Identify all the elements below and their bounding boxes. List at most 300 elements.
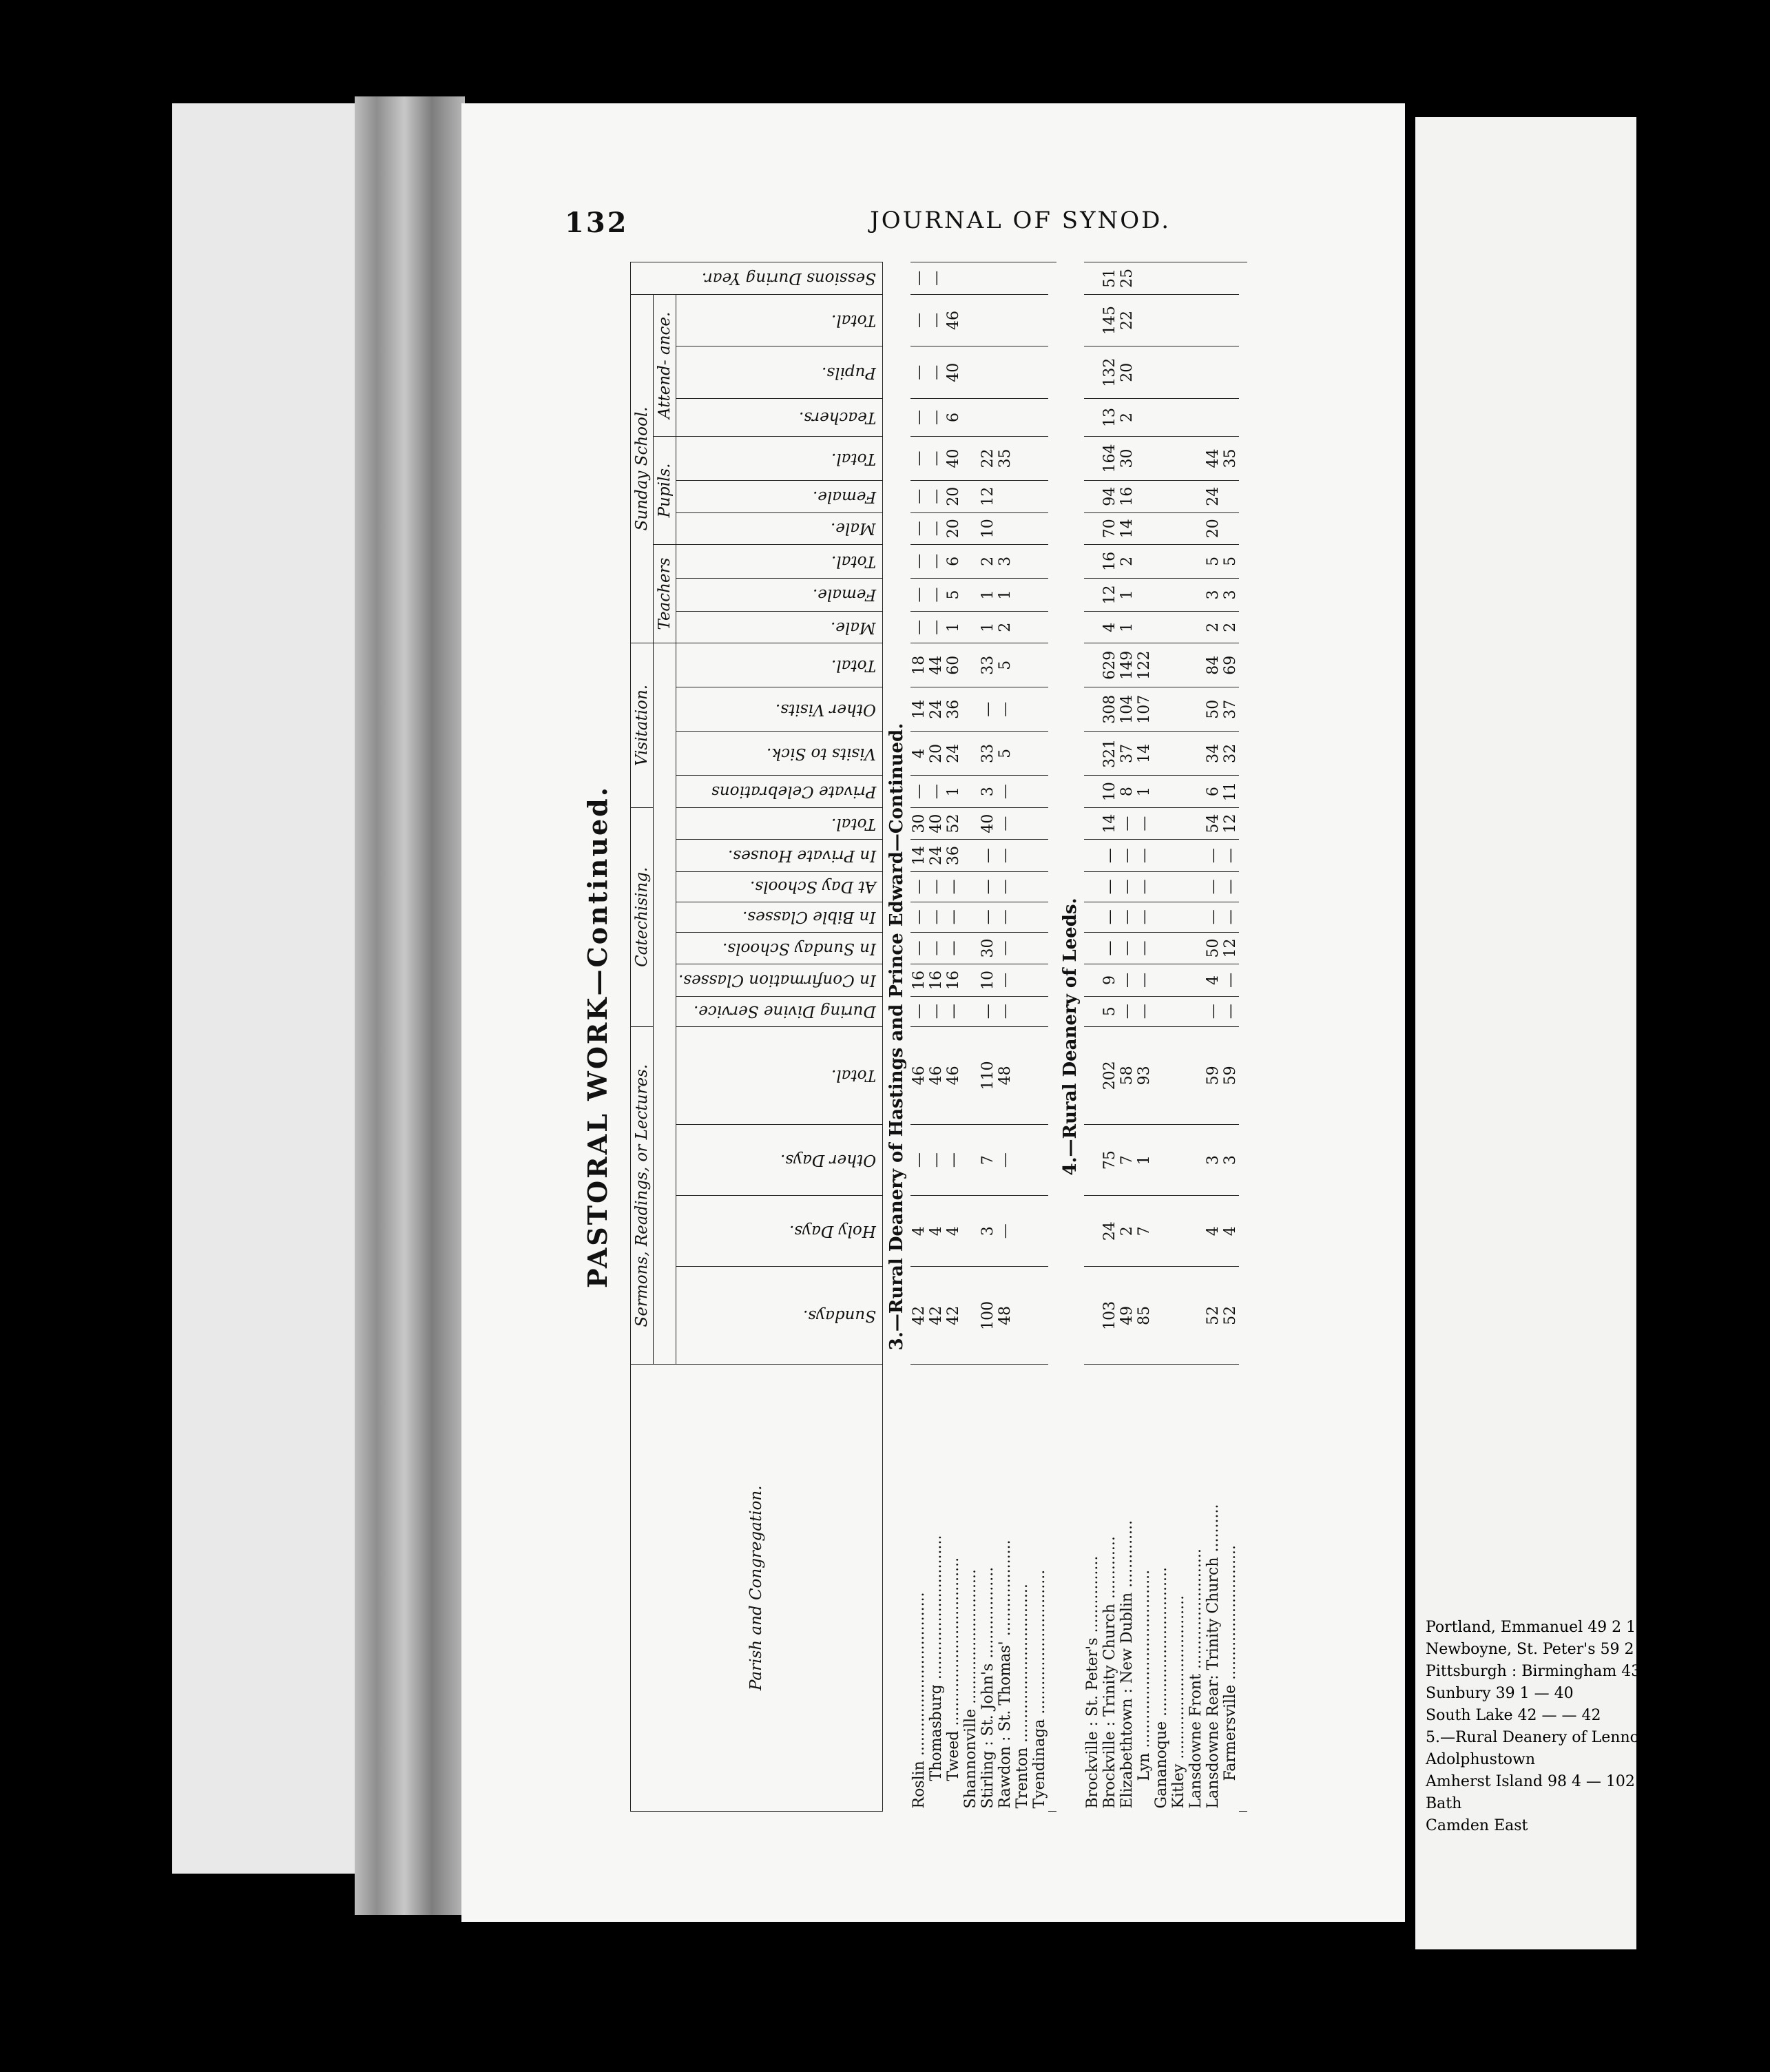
table-cell: 104 [1118,687,1136,732]
table-cell [1153,964,1170,996]
table-cell: — [910,871,928,902]
table-cell: — [928,612,945,643]
table-cell: 4 [945,1196,962,1267]
table-cell [1136,346,1153,399]
table-cell: 107 [1136,687,1153,732]
table-row [928,262,945,1812]
table-cell: 5 [1222,545,1239,579]
table-cell [1136,399,1153,437]
col-header-23: Total. [676,294,883,346]
table-cell [1170,902,1187,932]
table-cell [1153,871,1170,902]
table-cell [1153,262,1170,295]
table-cell: 33 [979,643,997,687]
table-cell: — [945,871,962,902]
table-cell [962,262,979,295]
table-cell: — [1136,964,1153,996]
table-cell [1153,807,1170,839]
table-cell: — [997,996,1014,1026]
table-cell: — [928,996,945,1026]
table-cell: — [910,512,928,544]
table-cell [1187,643,1205,687]
table-cell: 22 [979,436,997,480]
table-cell: 122 [1136,643,1153,687]
col-header-5: In Confirmation Classes. [676,964,883,996]
table-cell: 40 [979,807,997,839]
table-cell [1170,1026,1187,1124]
table-cell [1014,996,1031,1026]
table-cell [1084,1196,1101,1267]
table-cell [1187,1196,1205,1267]
table-cell [1170,294,1187,346]
parish-name: Tweed ................................... [945,1365,962,1812]
table-cell: 1 [1136,776,1153,807]
table-cell: 1 [945,612,962,643]
table-cell [1170,1196,1187,1267]
table-cell: 40 [928,807,945,839]
table-cell [1084,1124,1101,1195]
table-cell [1170,1267,1187,1365]
table-cell: 25 [1118,262,1136,295]
table-cell: 1 [997,578,1014,612]
table-cell [1170,732,1187,776]
parish-name: Lansdowne Rear: Trinity Church .......... [1205,1365,1222,1812]
table-cell [1187,732,1205,776]
table-cell [979,294,997,346]
table-cell: — [910,578,928,612]
parish-name: Shannonville ............................ [962,1365,979,1812]
table-cell: 3 [1222,1124,1239,1195]
table-cell: 12 [1101,578,1118,612]
table-cell: 2 [1222,612,1239,643]
table-cell [1084,436,1101,480]
table-cell [1187,871,1205,902]
table-cell [1205,294,1222,346]
table-cell: 6 [945,545,962,579]
table-cell [1187,346,1205,399]
table-cell [1014,262,1031,295]
table-cell: — [1101,840,1118,871]
table-cell [1170,687,1187,732]
table-cell: — [928,578,945,612]
table-cell: 1 [1118,578,1136,612]
table-cell: 6 [945,399,962,437]
table-cell [1014,1026,1031,1124]
parish-name: Tyendinaga .............................. [1031,1365,1048,1812]
col-header-18: Male. [676,512,883,544]
table-cell: 52 [945,807,962,839]
table-cell: 52 [1205,1267,1222,1365]
table-cell [1170,399,1187,437]
table-cell: — [910,436,928,480]
table-cell [1136,512,1153,544]
table-cell: 2 [979,545,997,579]
table-cell: 36 [945,687,962,732]
table-cell: 132 [1101,346,1118,399]
table-cell [1084,294,1101,346]
table-cell [1031,1267,1048,1365]
table-cell [1014,545,1031,579]
col-header-21: Teachers. [676,399,883,437]
table-cell: — [945,932,962,964]
table-cell [1153,732,1170,776]
table-cell [1187,262,1205,295]
table-cell: — [1205,871,1222,902]
facing-page-row: Amherst Island 98 4 — 102 [1426,1773,1635,1790]
table-cell [962,840,979,871]
table-cell: 14 [910,840,928,871]
table-cell [1084,687,1101,732]
table-cell [1205,346,1222,399]
table-cell: — [1205,840,1222,871]
book-spine [355,96,465,1915]
table-cell: 5 [1205,545,1222,579]
table-cell [962,902,979,932]
table-cell: 30 [910,807,928,839]
col-header-12: Visits to Sick. [676,732,883,776]
table-cell: — [910,399,928,437]
table-cell: — [1136,807,1153,839]
table-cell: 100 [979,1267,997,1365]
table-cell: — [928,902,945,932]
table-cell: 46 [945,1026,962,1124]
table-row [1136,262,1153,1812]
table-cell [1170,932,1187,964]
table-cell: 14 [1118,512,1136,544]
table-cell: 1 [945,776,962,807]
table-cell [1170,346,1187,399]
table-cell [1136,262,1153,295]
table-cell [1187,436,1205,480]
table-cell: 33 [979,732,997,776]
journal-title: JOURNAL OF SYNOD. [870,207,1171,234]
facing-page-row: Pittsburgh : Birmingham 43 4 1 48 [1426,1663,1694,1680]
table-cell [1187,578,1205,612]
table-cell: 36 [945,840,962,871]
table-cell: 37 [1222,687,1239,732]
table-cell [1014,1267,1031,1365]
table-cell: — [997,776,1014,807]
table-cell [962,294,979,346]
table-cell [1014,776,1031,807]
table-cell: 4 [910,1196,928,1267]
table-cell: 20 [945,481,962,512]
table-cell: 1 [979,612,997,643]
table-cell [1187,481,1205,512]
table-cell [962,732,979,776]
col-header-10: Total. [676,807,883,839]
table-cell [1153,436,1170,480]
table-cell [1170,871,1187,902]
table-cell [1084,840,1101,871]
table-cell: — [1222,871,1239,902]
table-cell: — [979,840,997,871]
col-header-19: Female. [676,481,883,512]
table-cell: 49 [1118,1267,1136,1365]
table-cell: 13 [1101,399,1118,437]
table-cell [1136,612,1153,643]
table-cell: — [910,545,928,579]
table-cell: 51 [1101,262,1118,295]
table-cell [1170,545,1187,579]
table-cell: — [1101,902,1118,932]
table-cell: 7 [1136,1196,1153,1267]
table-cell [1205,262,1222,295]
parish-name: Brockville : Trinity Church ............. [1101,1365,1118,1812]
table-cell [1136,294,1153,346]
table-cell [1014,1124,1031,1195]
table-cell [997,262,1014,295]
table-cell [1031,436,1048,480]
table-row [962,262,979,1812]
table-cell: 42 [910,1267,928,1365]
col-header-6: In Sunday Schools. [676,932,883,964]
table-row [1118,262,1136,1812]
table-cell: 59 [1222,1026,1239,1124]
table-cell: 30 [1118,436,1136,480]
table-cell [962,964,979,996]
table-cell: — [1118,840,1136,871]
table-cell: — [1118,964,1136,996]
table-cell: 1 [1136,1124,1153,1195]
table-cell [1031,512,1048,544]
table-cell [1031,294,1048,346]
table-cell [1153,902,1170,932]
table-cell [1084,964,1101,996]
table-cell: — [928,262,945,295]
table-cell [1136,481,1153,512]
table-cell [1187,932,1205,964]
parish-name: Kitley .................................. [1170,1365,1187,1812]
col-header-0: Sundays. [676,1267,883,1365]
table-cell: 10 [979,512,997,544]
section-heading [882,262,910,1812]
table-cell [1084,776,1101,807]
table-cell: 10 [1101,776,1118,807]
table-cell: 40 [945,436,962,480]
table-cell [1031,481,1048,512]
table-cell: — [997,964,1014,996]
table-cell [1084,732,1101,776]
table-cell: — [1118,807,1136,839]
table-cell [1187,996,1205,1026]
table-cell: 44 [928,643,945,687]
table-cell: 20 [1118,346,1136,399]
parish-name: Lyn ..................................... [1136,1365,1153,1812]
table-cell: 93 [1136,1026,1153,1124]
table-cell: — [945,996,962,1026]
table-cell: 2 [1118,1196,1136,1267]
table-cell [1014,512,1031,544]
table-cell: 46 [928,1026,945,1124]
facing-page-row: 5.—Rural Deanery of Lennox and Addington. [1426,1729,1770,1746]
facing-page-row: Adolphustown [1426,1751,1536,1768]
col-header-14: Total. [676,643,883,687]
table-cell: — [997,807,1014,839]
table-cell: 32 [1222,732,1239,776]
table-row [910,262,928,1812]
table-cell [962,436,979,480]
attendance-subheader: Attend- ance. [654,294,676,436]
table-cell [1187,545,1205,579]
table-cell: 202 [1101,1026,1118,1124]
table-cell: 5 [997,643,1014,687]
table-cell: 3 [1222,578,1239,612]
table-cell: 2 [1205,612,1222,643]
table-cell: 4 [1205,1196,1222,1267]
facing-page-row: Bath [1426,1795,1462,1812]
table-cell: — [928,871,945,902]
table-cell [1153,294,1170,346]
table-cell [1153,687,1170,732]
table-cell [962,807,979,839]
table-cell [1153,840,1170,871]
table-cell [979,262,997,295]
facing-page-row: Portland, Emmanuel 49 2 10 61 [1426,1619,1670,1636]
table-cell: — [997,687,1014,732]
table-cell [1153,545,1170,579]
table-cell: 2 [1118,545,1136,579]
table-cell [1136,545,1153,579]
table-cell [1153,996,1170,1026]
table-cell: 6 [1205,776,1222,807]
table-cell [997,399,1014,437]
table-cell: 24 [1101,1196,1118,1267]
table-cell: — [1136,932,1153,964]
table-cell [1170,262,1187,295]
table-cell: 7 [1118,1124,1136,1195]
col-header-15: Male. [676,612,883,643]
table-cell [997,481,1014,512]
table-row [1014,262,1031,1812]
table-cell: — [1222,840,1239,871]
table-cell [1084,1026,1101,1124]
table-cell [1014,840,1031,871]
book-edge [172,103,358,1874]
table-cell: — [1118,871,1136,902]
table-cell [962,687,979,732]
table-cell [962,1267,979,1365]
table-cell: 48 [997,1267,1014,1365]
section-title: 3.—Rural Deanery of Hastings and Prince Edward—Continued. [886,723,907,1351]
col-header-sessions: Sessions During Year. [631,262,883,295]
table-cell: 75 [1101,1124,1118,1195]
table-cell: 11 [1222,776,1239,807]
table-row [1101,262,1118,1812]
table-cell [1014,346,1031,399]
table-cell: 3 [979,776,997,807]
table-row [1170,262,1187,1812]
table-cell [962,512,979,544]
table-cell [1170,512,1187,544]
parish-name: Lansdowne Front ......................... [1187,1365,1205,1812]
row-gap [1239,262,1247,1812]
table-cell: 4 [1101,612,1118,643]
parish-name: Gananoque ............................... [1153,1365,1170,1812]
facing-page-row: South Lake 42 — — 42 [1426,1707,1601,1724]
table-cell: 35 [997,436,1014,480]
table-cell [1222,512,1239,544]
table-cell [1153,643,1170,687]
table-cell [962,545,979,579]
table-cell [1084,612,1101,643]
table-cell: 46 [910,1026,928,1124]
table-cell [1014,399,1031,437]
table-cell [1187,512,1205,544]
table-cell: 42 [945,1267,962,1365]
parish-name: Stirling : St. John's ................... [979,1365,997,1812]
table-cell [979,399,997,437]
sunday-school-group-header: Sunday School. [631,294,654,643]
table-cell: — [910,346,928,399]
col-header-20: Total. [676,436,883,480]
table-cell: 110 [979,1026,997,1124]
table-row [945,262,962,1812]
table-cell: — [1205,902,1222,932]
table-cell: 12 [1222,807,1239,839]
table-cell [1031,776,1048,807]
table-cell: 54 [1205,807,1222,839]
col-header-16: Female. [676,578,883,612]
table-cell: — [1136,840,1153,871]
table-cell [1031,840,1048,871]
table-cell [1084,481,1101,512]
table-cell [962,346,979,399]
table-cell: — [979,996,997,1026]
table-row [1222,262,1239,1812]
group-header-row [631,262,654,1812]
page-number: 132 [565,207,629,239]
table-cell [1170,578,1187,612]
table-cell [1014,1196,1031,1267]
table-cell: 24 [1205,481,1222,512]
parish-name: Brockville : St. Peter's ................ [1084,1365,1101,1812]
table-cell: 35 [1222,436,1239,480]
table-body [882,262,1247,1812]
table-cell: 2 [997,612,1014,643]
row-gap [1048,262,1056,1812]
table-cell: 34 [1205,732,1222,776]
parish-name: Farmersville ............................ [1222,1365,1239,1812]
table-cell: — [910,262,928,295]
table-cell: — [910,294,928,346]
table-cell [1153,612,1170,643]
table-cell: — [928,1124,945,1195]
table-cell [1084,399,1101,437]
table-cell [962,996,979,1026]
table-cell: 16 [910,964,928,996]
table-cell [1153,1267,1170,1365]
table-cell [1170,776,1187,807]
table-cell: 14 [1136,732,1153,776]
table-cell [1031,545,1048,579]
table-cell [1031,578,1048,612]
table-cell: 5 [1101,996,1118,1026]
table-cell: 42 [928,1267,945,1365]
table-cell [962,481,979,512]
table-cell: — [928,932,945,964]
table-cell: — [997,840,1014,871]
table-cell: — [928,776,945,807]
col-header-4: During Divine Service. [676,996,883,1026]
table-cell: — [945,1124,962,1195]
pupils-subheader: Pupils. [654,436,676,544]
table-cell: 5 [945,578,962,612]
col-header-7: In Bible Classes. [676,902,883,932]
table-cell [1187,776,1205,807]
table-cell: 4 [910,732,928,776]
col-header-22: Pupils. [676,346,883,399]
